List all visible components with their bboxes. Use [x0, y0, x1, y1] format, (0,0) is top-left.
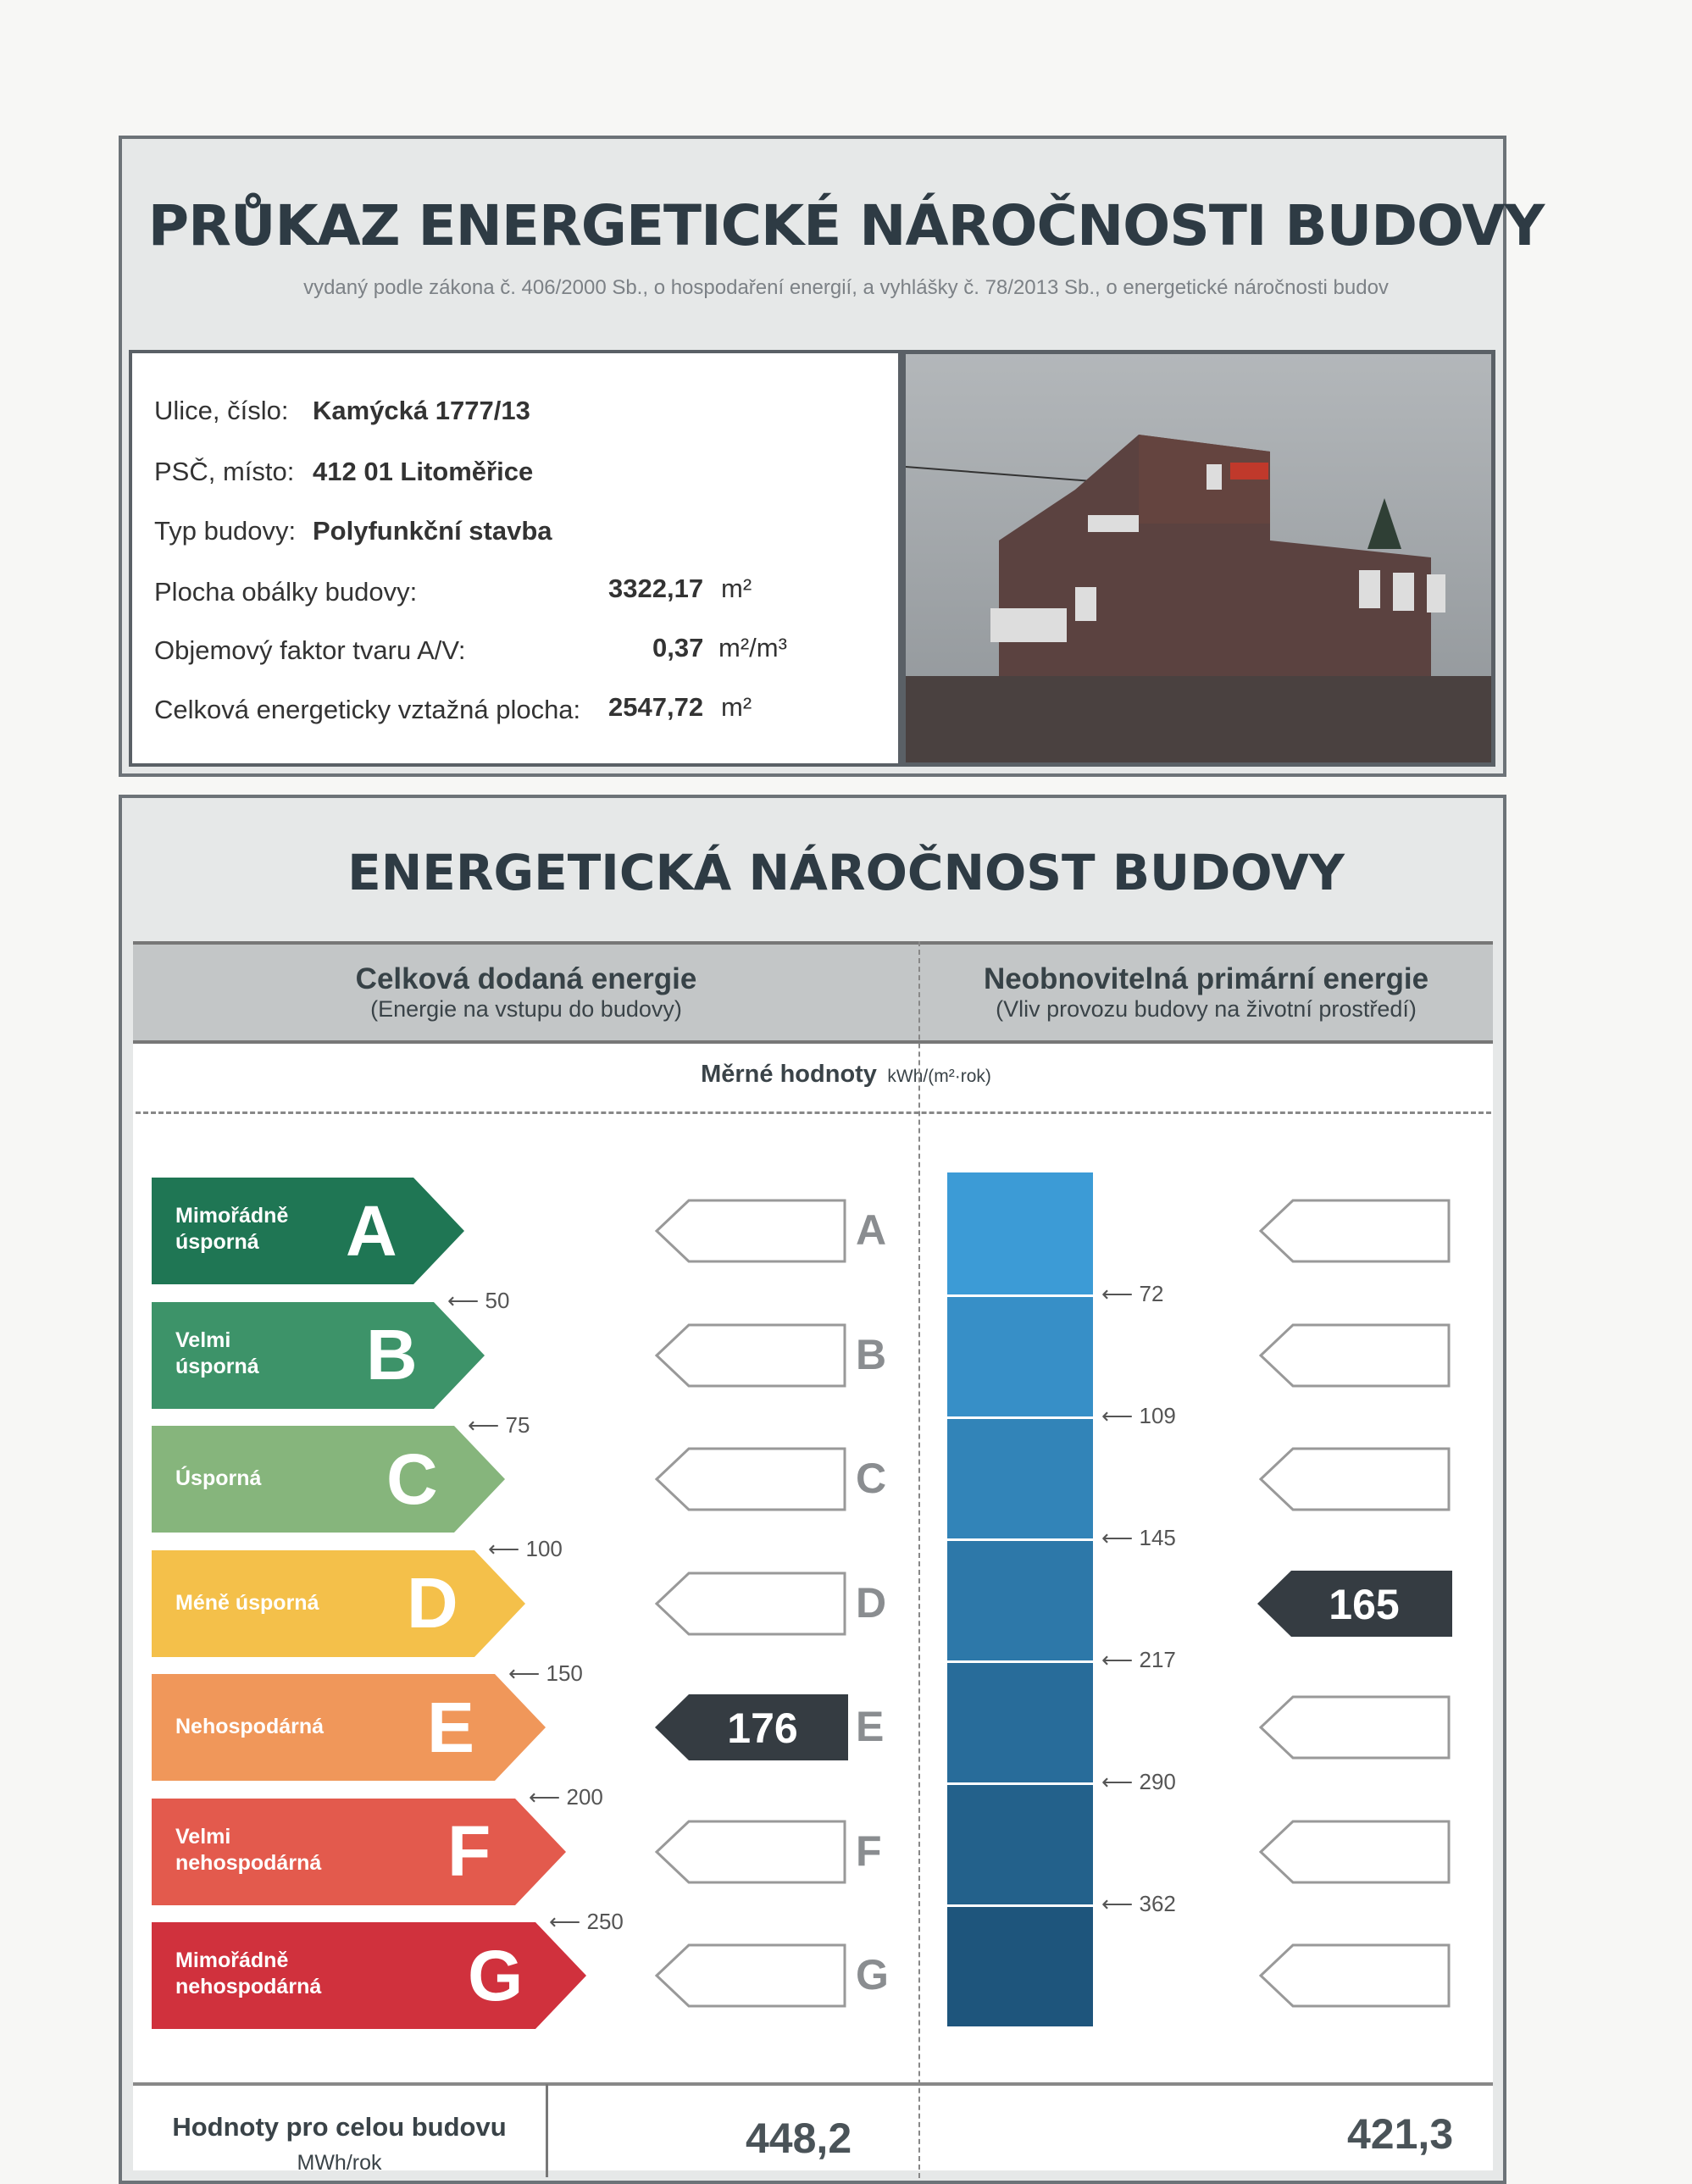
delivered-slot-letter: G [856, 1951, 889, 1998]
threshold-value: 109 [1139, 1403, 1176, 1428]
totals-label-divider [546, 2084, 548, 2177]
factor-label: Objemový faktor tvaru A/V: [154, 635, 466, 665]
arrow-left-icon: ⟵ [1101, 1525, 1140, 1550]
column-header [133, 941, 1493, 1044]
certificate-subtitle: vydaný podle zákona č. 406/2000 Sb., o hospodaření energií, a vyhlášky č. 78/2013 Sb., o energetické náročnosti budov [303, 276, 1389, 299]
arrow-left-icon: ⟵ [1101, 1403, 1140, 1428]
delivered-slot-letter: A [856, 1206, 887, 1254]
energy-class-g [152, 1922, 586, 2029]
arrow-left-icon: ⟵ [1101, 1647, 1140, 1672]
primary-scale-segment-g [947, 1907, 1093, 2026]
primary-threshold [1101, 1769, 1176, 1795]
primary-threshold [1101, 1891, 1176, 1917]
arrow-left-icon: ⟵ [1101, 1769, 1140, 1794]
class-letter: F [447, 1811, 491, 1891]
street-label: Ulice, číslo: [154, 396, 289, 425]
specific-values-heading [0, 1061, 1692, 1089]
type-label: Typ budovy: [154, 516, 297, 546]
arrow-left-icon: ⟵ [447, 1288, 485, 1313]
class-description: Mimořádně nehospodárná [175, 1948, 322, 1999]
section-title: ENERGETICKÁ NÁROČNOST BUDOVY [347, 844, 1345, 901]
class-letter: D [407, 1563, 458, 1643]
primary-threshold [1101, 1525, 1176, 1551]
totals-divider [133, 2082, 1493, 2086]
type-value: Polyfunkční stavba [313, 516, 552, 546]
class-letter: B [366, 1315, 418, 1394]
totals-label: Hodnoty pro celou budovu [172, 2112, 507, 2142]
primary-class-slot [1261, 1697, 1449, 1758]
primary-scale-segment-b [947, 1297, 1093, 1416]
area-value: 2547,72 [608, 692, 704, 722]
delivered-energy-value: 176 [727, 1705, 798, 1752]
building-photo [901, 350, 1495, 767]
arrow-left-icon: ⟵ [488, 1536, 526, 1561]
threshold-value: 50 [485, 1288, 510, 1313]
delivered-threshold [488, 1536, 563, 1562]
class-description: Mimořádně úsporná [175, 1204, 289, 1255]
delivered-slot-letter: F [856, 1826, 882, 1875]
specific-values-label: Měrné hodnoty [701, 1061, 877, 1088]
arrow-left-icon: ⟵ [1101, 1891, 1140, 1916]
threshold-value: 217 [1139, 1647, 1176, 1672]
factor-value: 0,37 [652, 633, 704, 662]
delivered-threshold [468, 1412, 530, 1438]
threshold-value: 100 [525, 1536, 563, 1561]
building-info-panel [129, 350, 901, 767]
delivered-slot-letter: C [856, 1455, 887, 1502]
area-label: Celková energeticky vztažná plocha: [154, 695, 581, 724]
delivered-slot-letter: B [856, 1330, 887, 1378]
certificate-title: PRŮKAZ ENERGETICKÉ NÁROČNOSTI BUDOVY [147, 193, 1545, 258]
primary-threshold [1101, 1281, 1163, 1307]
primary-energy-subtitle: (Vliv provozu budovy na životní prostředí) [996, 996, 1417, 1022]
delivered-slot-letter: E [856, 1703, 885, 1750]
total-primary-value: 421,3 [1347, 2110, 1454, 2158]
threshold-value: 200 [566, 1784, 603, 1810]
delivered-class-slot [657, 1573, 845, 1634]
threshold-value: 362 [1139, 1891, 1176, 1916]
primary-class-slot [1261, 1325, 1449, 1386]
totals-label-cell [133, 2112, 546, 2176]
class-letter: G [468, 1935, 524, 2015]
arrow-left-icon: ⟵ [1101, 1281, 1140, 1306]
envelope-value: 3322,17 [608, 574, 704, 603]
delivered-threshold [549, 1909, 624, 1935]
primary-energy-value: 165 [1329, 1580, 1400, 1628]
delivered-class-slot [657, 1821, 845, 1882]
primary-scale-segment-a [947, 1172, 1093, 1294]
primary-scale-segment-e [947, 1663, 1093, 1782]
energy-class-f [152, 1799, 566, 1905]
primary-class-slot [1261, 1200, 1449, 1261]
threshold-value: 72 [1139, 1281, 1164, 1306]
city-label: PSČ, místo: [154, 457, 295, 486]
energy-class-b [152, 1302, 485, 1409]
delivered-class-slot [657, 1449, 845, 1510]
primary-energy-title: Neobnovitelná primární energie [983, 962, 1429, 995]
primary-scale-segment-f [947, 1785, 1093, 1904]
delivered-slot-letter: D [856, 1578, 887, 1627]
class-letter: E [427, 1687, 475, 1767]
column-divider [918, 941, 920, 2178]
envelope-label: Plocha obálky budovy: [154, 577, 418, 607]
energy-class-e [152, 1674, 546, 1781]
dashed-divider [136, 1111, 1491, 1114]
delivered-energy-subtitle: (Energie na vstupu do budovy) [370, 996, 682, 1022]
city-value: 412 01 Litoměřice [313, 457, 534, 486]
specific-values-unit: kWh/(m²·rok) [887, 1067, 991, 1086]
primary-energy-header [919, 945, 1493, 1040]
threshold-value: 150 [546, 1660, 583, 1686]
class-letter: A [346, 1190, 397, 1271]
class-description: Úsporná [175, 1466, 262, 1490]
delivered-energy-header [133, 945, 919, 1040]
primary-threshold [1101, 1403, 1176, 1429]
energy-class-a [152, 1178, 464, 1284]
delivered-threshold [447, 1288, 509, 1314]
threshold-value: 250 [586, 1908, 624, 1934]
class-description: Velmi nehospodárná [175, 1824, 322, 1875]
arrow-left-icon: ⟵ [468, 1411, 506, 1438]
arrow-left-icon: ⟵ [529, 1784, 567, 1810]
delivered-energy-title: Celková dodaná energie [355, 962, 697, 995]
delivered-class-slot [657, 1325, 845, 1386]
arrow-left-icon: ⟵ [549, 1908, 587, 1934]
total-delivered-value: 448,2 [746, 2115, 852, 2162]
class-description: Nehospodárná [175, 1715, 325, 1738]
street-value: Kamýcká 1777/13 [313, 396, 530, 425]
arrow-left-icon: ⟵ [508, 1660, 546, 1686]
class-description: Velmi úsporná [175, 1328, 259, 1378]
threshold-value: 75 [505, 1411, 530, 1438]
primary-class-slot [1261, 1821, 1449, 1882]
delivered-class-slot [657, 1200, 845, 1261]
class-letter: C [386, 1438, 438, 1519]
delivered-threshold [508, 1660, 583, 1687]
threshold-value: 145 [1139, 1525, 1176, 1550]
totals-unit: MWh/rok [297, 2151, 382, 2175]
envelope-unit: m² [721, 574, 752, 603]
class-description: Méně úsporná [175, 1590, 319, 1615]
area-unit: m² [721, 692, 752, 722]
energy-class-c [152, 1426, 505, 1533]
primary-threshold [1101, 1647, 1176, 1673]
threshold-value: 290 [1139, 1769, 1176, 1794]
energy-class-d [152, 1550, 525, 1657]
primary-class-slot [1261, 1945, 1449, 2006]
primary-scale-segment-c [947, 1419, 1093, 1538]
delivered-class-slot [657, 1945, 845, 2006]
primary-scale-segment-d [947, 1541, 1093, 1660]
delivered-threshold [529, 1784, 603, 1810]
primary-class-slot [1261, 1449, 1449, 1510]
factor-unit: m²/m³ [718, 633, 787, 662]
